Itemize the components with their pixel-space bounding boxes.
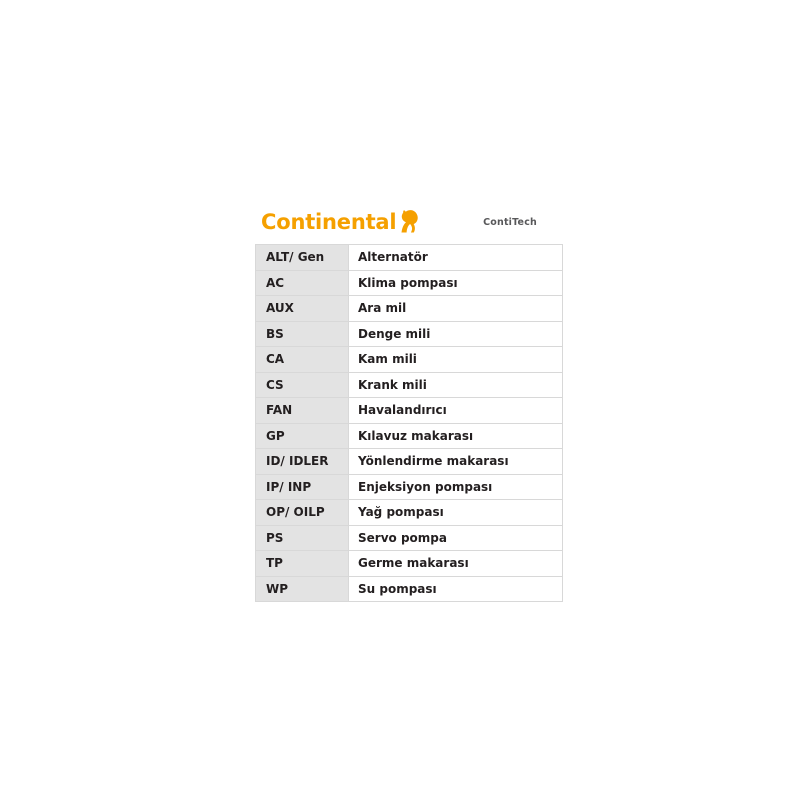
abbreviation-legend-table (255, 244, 563, 602)
table-row (256, 449, 563, 475)
row-code: CS (256, 372, 349, 398)
table-row (256, 270, 563, 296)
horse-logo-icon (398, 209, 420, 238)
row-description: Su pompası (349, 576, 563, 602)
row-description: Enjeksiyon pompası (349, 474, 563, 500)
table-row (256, 423, 563, 449)
row-description: Servo pompa (349, 525, 563, 551)
row-code: ID/ IDLER (256, 449, 349, 475)
row-description: Klima pompası (349, 270, 563, 296)
table-row (256, 525, 563, 551)
table-body (256, 245, 563, 602)
row-description: Kam mili (349, 347, 563, 373)
row-description: Yönlendirme makarası (349, 449, 563, 475)
row-description: Germe makarası (349, 551, 563, 577)
row-code: BS (256, 321, 349, 347)
row-code: WP (256, 576, 349, 602)
row-code: CA (256, 347, 349, 373)
row-code: AUX (256, 296, 349, 322)
row-code: TP (256, 551, 349, 577)
table-row (256, 296, 563, 322)
table-row (256, 474, 563, 500)
table-row (256, 372, 563, 398)
row-code: AC (256, 270, 349, 296)
row-description: Denge mili (349, 321, 563, 347)
row-code: ALT/ Gen (256, 245, 349, 271)
row-code: OP/ OILP (256, 500, 349, 526)
row-code: FAN (256, 398, 349, 424)
table-row (256, 551, 563, 577)
row-code: IP/ INP (256, 474, 349, 500)
row-code: GP (256, 423, 349, 449)
row-description: Havalandırıcı (349, 398, 563, 424)
table-row (256, 321, 563, 347)
table-row (256, 245, 563, 271)
contitech-subbrand: ContiTech (483, 216, 537, 228)
brand-header (255, 200, 543, 244)
table-row (256, 500, 563, 526)
legend-card (255, 200, 543, 602)
row-description: Krank mili (349, 372, 563, 398)
continental-wordmark: Continental (261, 209, 397, 234)
table-row (256, 398, 563, 424)
row-code: PS (256, 525, 349, 551)
row-description: Ara mil (349, 296, 563, 322)
row-description: Alternatör (349, 245, 563, 271)
table-row (256, 576, 563, 602)
row-description: Yağ pompası (349, 500, 563, 526)
table-row (256, 347, 563, 373)
row-description: Kılavuz makarası (349, 423, 563, 449)
